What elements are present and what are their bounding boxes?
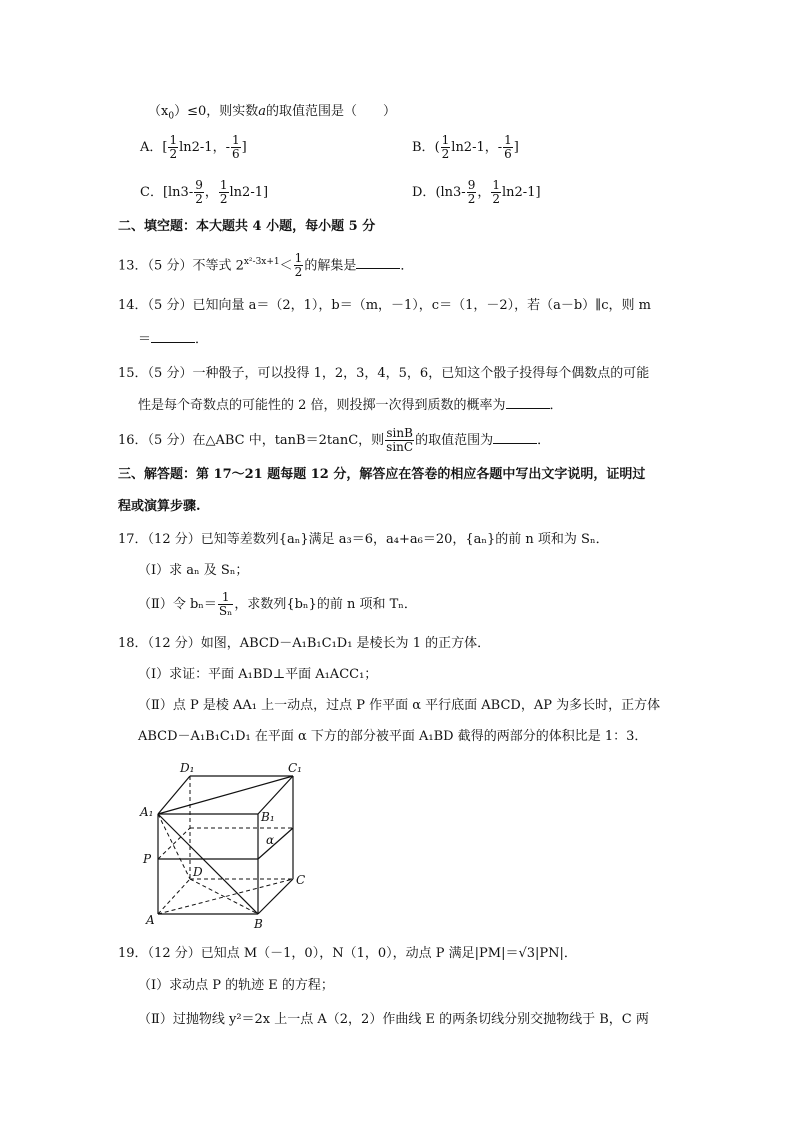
option-b: B．( $\frac{1}{2}$ ln2-1，- $\frac{1}{6}$ ] — [412, 133, 519, 161]
section-3-title-line2: 程或演算步骤. — [118, 499, 201, 514]
cube-figure — [138, 756, 328, 931]
question-16: 16．（5 分）在△ABC 中，tanB＝2tanC，则 $\frac{\sin B}{\sin C}$ 的取值范围为 ． — [118, 426, 551, 454]
section-2-title: 二、填空题：本大题共 4 小题，每小题 5 分 — [118, 219, 376, 234]
question-18-part-i: （Ⅰ）求证：平面 A₁BD⊥平面 A₁ACC₁； — [138, 667, 378, 682]
option-c: C．[ln3- $\frac{9}{2}$ ， $\frac{1}{2}$ ln2-1] — [140, 178, 269, 206]
question-15-line1: 15．（5 分）一种骰子，可以投得 1，2，3，4，5，6，已知这个骰子投得每个偶数点的可能 — [118, 366, 650, 381]
question-19: 19．（12 分）已知点 M（－1，0），N（1，0），动点 P 满足|PM|＝√3|PN|． — [118, 946, 577, 961]
answer-blank — [356, 255, 400, 269]
question-19-part-ii: （Ⅱ）过抛物线 y²＝2x 上一点 A（2，2）作曲线 E 的两条切线分别交抛物线于 B，C 两 — [138, 1012, 649, 1027]
label-c: C — [296, 873, 306, 887]
label-p: P — [143, 852, 152, 866]
label-b: B — [254, 917, 263, 931]
option-a: A．[ $\frac{1}{2}$ ln2-1，- $\frac{1}{6}$ ] — [140, 133, 247, 161]
label-b1: B₁ — [261, 810, 275, 824]
question-14-line1: 14．（5 分）已知向量 a＝（2，1），b＝（m，－1），c＝（1，－2），若（a－b）∥c，则 m — [118, 298, 651, 313]
label-d1: D₁ — [180, 761, 195, 775]
label-a1: A₁ — [140, 805, 154, 819]
question-13: 13．（5 分）不等式 $2^{x^2-3x+1}<$ $\frac{1}{2}$ 的解集是 ． — [118, 251, 414, 280]
label-c1: C₁ — [288, 761, 302, 775]
label-a: A — [146, 913, 155, 927]
label-alpha: α — [266, 833, 275, 847]
answer-blank — [493, 430, 537, 444]
question-19-part-i: （Ⅰ）求动点 P 的轨迹 E 的方程； — [138, 978, 334, 993]
section-3-title-line1: 三、解答题：第 17～21 题每题 12 分，解答应在答卷的相应各题中写出文字说明，证明过 — [118, 467, 646, 482]
question-17: 17．（12 分）已知等差数列{aₙ}满足 a₃＝6，a₄+a₆＝20，{aₙ}的前 n 项和为 Sₙ． — [118, 532, 609, 547]
question-18-part-ii-line1: （Ⅱ）点 P 是棱 AA₁ 上一动点，过点 P 作平面 α 平行底面 ABCD，AP 为多长时，正方体 — [138, 698, 661, 713]
q12-tail: $(x_0)\le 0$，则实数a的取值范围是（ ） — [148, 104, 397, 122]
answer-blank — [151, 329, 195, 343]
question-15-line2: 性是每个奇数点的可能性的 2 倍，则投掷一次得到质数的概率为 ． — [138, 395, 563, 416]
question-18: 18．（12 分）如图，ABCD－A₁B₁C₁D₁ 是棱长为 1 的正方体． — [118, 636, 491, 651]
question-18-part-ii-line2: ABCD－A₁B₁C₁D₁ 在平面 α 下方的部分被平面 A₁BD 截得的两部分的体积比是 1：3． — [138, 729, 648, 744]
question-17-part-i: （Ⅰ）求 aₙ 及 Sₙ； — [138, 563, 249, 578]
option-d: D．(ln3- $\frac{9}{2}$ ， $\frac{1}{2}$ ln2-1] — [412, 178, 541, 206]
label-d: D — [193, 865, 203, 879]
question-14-line2: ＝ ． — [138, 329, 208, 350]
question-17-part-ii: （Ⅱ）令 bₙ＝ $\frac{1}{\text{Sₙ}}$ ，求数列{bₙ}的前 n 项和 Tₙ． — [138, 590, 417, 618]
answer-blank — [506, 395, 550, 409]
